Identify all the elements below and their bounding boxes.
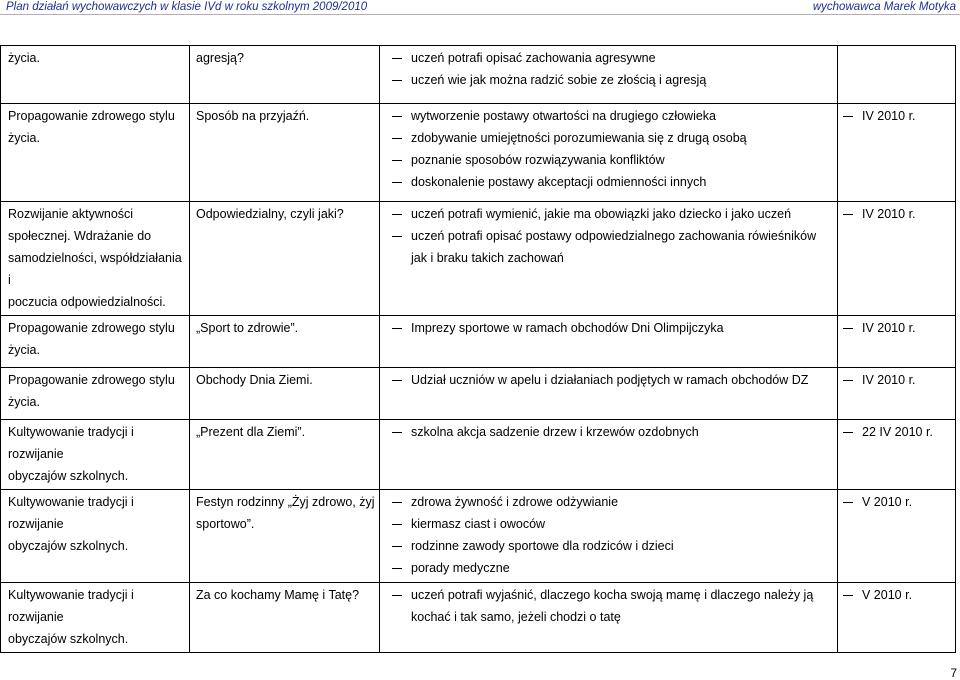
topic-line: sportowo”.: [196, 517, 255, 531]
page-number: 7: [950, 666, 957, 680]
objective-item: zdrowa żywność i zdrowe odżywianie: [392, 491, 834, 513]
area-line: życia.: [8, 51, 40, 65]
area-line: społecznej. Wdrażanie do: [8, 229, 152, 243]
header-divider: [0, 14, 960, 15]
cell-area: [1, 368, 190, 420]
objective-item: doskonalenie postawy akceptacji odmienności innych: [392, 171, 834, 193]
date-text: IV 2010 r.: [838, 203, 952, 225]
topic-line: Obchody Dnia Ziemi.: [196, 373, 313, 387]
objective-item: szkolna akcja sadzenie drzew i krzewów ozdobnych: [392, 421, 834, 443]
area-line: Kultywowanie tradycji i rozwijanie: [8, 495, 134, 531]
objective-item: kiermasz ciast i owoców: [392, 513, 834, 535]
date-text: V 2010 r.: [838, 584, 952, 606]
table-row: [1, 420, 956, 490]
cell-topic: [190, 316, 380, 368]
area-line: Kultywowanie tradycji i rozwijanie: [8, 425, 134, 461]
objective-item: zdobywanie umiejętności porozumiewania się z drugą osobą: [392, 127, 834, 149]
objective-item: uczeń potrafi opisać zachowania agresywne: [392, 47, 834, 69]
objective-item: uczeń wie jak można radzić sobie ze złością i agresją: [392, 69, 834, 91]
cell-topic: [190, 202, 380, 316]
cell-objectives: [380, 316, 838, 368]
area-line: Kultywowanie tradycji i rozwijanie: [8, 588, 134, 624]
cell-area: [1, 490, 190, 583]
cell-area: [1, 202, 190, 316]
cell-date: [838, 368, 956, 420]
cell-date: [838, 104, 956, 202]
cell-date: [838, 490, 956, 583]
cell-date: [838, 202, 956, 316]
objective-item: Udział uczniów w apelu i działaniach podjętych w ramach obchodów DZ: [392, 369, 834, 391]
date-text: V 2010 r.: [838, 491, 952, 513]
cell-area: [1, 420, 190, 490]
cell-objectives: [380, 420, 838, 490]
cell-objectives: [380, 490, 838, 583]
objective-item: poznanie sposobów rozwiązywania konfliktów: [392, 149, 834, 171]
cell-date: [838, 583, 956, 653]
table-row: [1, 490, 956, 583]
topic-line: Odpowiedzialny, czyli jaki?: [196, 207, 344, 221]
cell-area: [1, 46, 190, 104]
area-line: samodzielności, współdziałania i: [8, 251, 182, 287]
area-line: Propagowanie zdrowego stylu: [8, 373, 175, 387]
cell-area: [1, 104, 190, 202]
cell-date: [838, 46, 956, 104]
objective-item: porady medyczne: [392, 557, 834, 579]
topic-line: Festyn rodzinny „Żyj zdrowo, żyj: [196, 495, 375, 509]
objective-item: uczeń potrafi opisać postawy odpowiedzialnego zachowania rówieśników jak i braku takich zachowań: [392, 225, 834, 269]
area-line: obyczajów szkolnych.: [8, 539, 129, 553]
cell-topic: [190, 583, 380, 653]
cell-topic: [190, 368, 380, 420]
page-header: [0, 0, 960, 15]
table-row: [1, 202, 956, 316]
header-author: wychowawca Marek Motyka: [812, 1, 956, 13]
cell-objectives: [380, 202, 838, 316]
objective-item: uczeń potrafi wyjaśnić, dlaczego kocha swoją mamę i dlaczego należy ją kochać i tak samo, jeżeli chodzi o tatę: [392, 584, 834, 628]
topic-line: agresją?: [196, 51, 244, 65]
date-text: IV 2010 r.: [838, 369, 952, 391]
area-line: życia.: [8, 395, 40, 409]
area-line: Propagowanie zdrowego stylu: [8, 321, 175, 335]
plan-table: [0, 45, 956, 653]
date-text: IV 2010 r.: [838, 317, 952, 339]
topic-line: Sposób na przyjaźń.: [196, 109, 310, 123]
area-line: obyczajów szkolnych.: [8, 469, 129, 483]
cell-objectives: [380, 368, 838, 420]
area-line: poczucia odpowiedzialności.: [8, 295, 166, 309]
table-row: [1, 46, 956, 104]
date-text: 22 IV 2010 r.: [838, 421, 952, 443]
table-row: [1, 368, 956, 420]
cell-date: [838, 420, 956, 490]
cell-objectives: [380, 583, 838, 653]
cell-objectives: [380, 46, 838, 104]
cell-area: [1, 583, 190, 653]
table-row: [1, 316, 956, 368]
cell-area: [1, 316, 190, 368]
table-row: [1, 583, 956, 653]
objective-item: Imprezy sportowe w ramach obchodów Dni Olimpijczyka: [392, 317, 834, 339]
cell-date: [838, 316, 956, 368]
table-row: [1, 104, 956, 202]
topic-line: Za co kochamy Mamę i Tatę?: [196, 588, 360, 602]
area-line: Propagowanie zdrowego stylu: [8, 109, 175, 123]
cell-objectives: [380, 104, 838, 202]
objective-item: uczeń potrafi wymienić, jakie ma obowiązki jako dziecko i jako uczeń: [392, 203, 834, 225]
plan-table-body: [1, 46, 956, 653]
topic-line: „Sport to zdrowie”.: [196, 321, 299, 335]
area-line: Rozwijanie aktywności: [8, 207, 134, 221]
header-title: Plan działań wychowawczych w klasie IVd w roku szkolnym 2009/2010: [6, 1, 368, 13]
area-line: obyczajów szkolnych.: [8, 632, 129, 646]
date-text: IV 2010 r.: [838, 105, 952, 127]
objective-item: wytworzenie postawy otwartości na drugiego człowieka: [392, 105, 834, 127]
objective-item: rodzinne zawody sportowe dla rodziców i dzieci: [392, 535, 834, 557]
cell-topic: [190, 104, 380, 202]
cell-topic: [190, 420, 380, 490]
area-line: życia.: [8, 343, 40, 357]
cell-topic: [190, 490, 380, 583]
area-line: życia.: [8, 131, 40, 145]
cell-topic: [190, 46, 380, 104]
topic-line: „Prezent dla Ziemi”.: [196, 425, 306, 439]
